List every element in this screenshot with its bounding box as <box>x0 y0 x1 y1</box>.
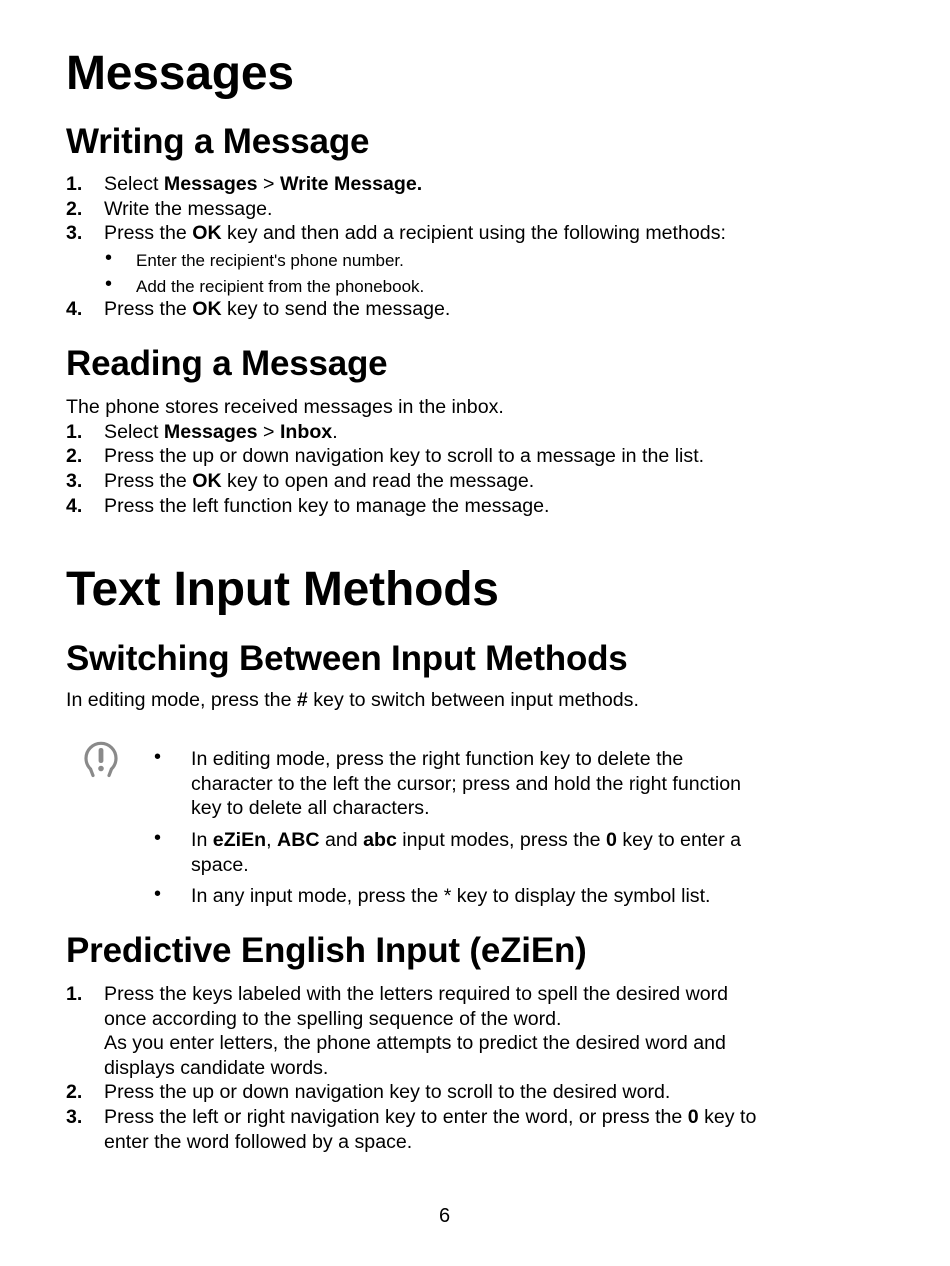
bold-text-run: OK <box>192 298 222 320</box>
bold-text-run: Messages <box>163 173 258 195</box>
heading-predictive-input: Predictive English Input (eZiEn) <box>66 931 587 970</box>
section-title-text-input: Text Input Methods <box>66 563 499 616</box>
recipient-method: Add the recipient from the phonebook. <box>136 277 425 296</box>
writing-step-3 <box>104 224 726 244</box>
text-run: key to open and read the message. <box>221 470 535 492</box>
section-title-messages: Messages <box>66 47 294 100</box>
note-line <box>191 799 430 819</box>
text-run: key to <box>698 1106 757 1128</box>
text-run: As you enter letters, the phone attempts to predict the desired word and <box>104 1032 726 1054</box>
step-number: 2. <box>66 198 83 220</box>
note-line <box>191 750 683 770</box>
text-run: In any input mode, press the * key to display the symbol list. <box>191 885 711 907</box>
text-run: Press the <box>104 222 193 244</box>
step-number: 4. <box>66 298 83 320</box>
predictive-step-line <box>104 1034 726 1054</box>
predictive-step-line <box>104 1059 328 1079</box>
text-run: Write the message. <box>104 198 273 220</box>
text-run: Press the up or down navigation key to scroll to the desired word. <box>104 1081 671 1103</box>
reading-step-2 <box>104 447 704 467</box>
predictive-step-line <box>104 1108 756 1128</box>
text-run: In editing mode, press the right function key to delete the <box>191 748 684 770</box>
reading-step-4 <box>104 497 549 517</box>
bold-text-run: Write Message. <box>279 173 423 195</box>
text-run: Select <box>104 421 164 443</box>
bullet-dot: • <box>105 247 113 269</box>
step-number: 4. <box>66 495 83 517</box>
bold-text-run: OK <box>192 222 222 244</box>
caution-icon <box>80 739 122 781</box>
text-run: Press the left function key to manage the message. <box>104 495 550 517</box>
text-run: key to send the message. <box>221 298 451 320</box>
text-run: displays candidate words. <box>104 1057 329 1079</box>
text-run: key to switch between input methods. <box>307 689 639 711</box>
step-number: 1. <box>66 173 83 195</box>
text-run: Press the left or right navigation key to enter the word, or press the <box>104 1106 688 1128</box>
step-number: 2. <box>66 1081 83 1103</box>
bold-text-run: 0 <box>605 829 617 851</box>
text-run: In <box>191 829 213 851</box>
text-run: key to enter a <box>616 829 742 851</box>
text-run: once according to the spelling sequence of the word. <box>104 1008 562 1030</box>
text-run: space. <box>191 854 249 876</box>
reading-step-1 <box>104 423 338 443</box>
text-run: Press the <box>104 298 193 320</box>
text-run: Press the up or down navigation key to scroll to a message in the list. <box>104 445 705 467</box>
bold-text-run: OK <box>192 470 222 492</box>
heading-writing-message: Writing a Message <box>66 122 370 161</box>
step-number: 3. <box>66 470 83 492</box>
step-number: 2. <box>66 445 83 467</box>
switching-intro <box>66 691 639 711</box>
step-number: 3. <box>66 1106 83 1128</box>
text-run: key to delete all characters. <box>191 797 430 819</box>
recipient-method: Enter the recipient's phone number. <box>136 251 404 270</box>
bullet-dot: • <box>105 273 113 295</box>
step-number: 1. <box>66 983 83 1005</box>
text-run: character to the left the cursor; press and hold the right function <box>191 773 742 795</box>
bold-text-run: 0 <box>687 1106 699 1128</box>
text-run: > <box>257 421 280 443</box>
note-bullet: • <box>154 883 162 905</box>
reading-intro: The phone stores received messages in the inbox. <box>66 396 504 418</box>
heading-switching-input: Switching Between Input Methods <box>66 639 628 678</box>
bold-text-run: Inbox <box>279 421 333 443</box>
text-run: , <box>266 829 278 851</box>
note-line <box>191 775 741 795</box>
text-run: In editing mode, press the <box>66 689 297 711</box>
bold-text-run: Messages <box>163 421 258 443</box>
reading-step-3 <box>104 472 534 492</box>
text-run: Press the keys labeled with the letters required to spell the desired word <box>104 983 729 1005</box>
text-run: enter the word followed by a space. <box>104 1131 413 1153</box>
predictive-step-line <box>104 985 728 1005</box>
predictive-step-line <box>104 1010 562 1030</box>
writing-step-4 <box>104 300 450 320</box>
text-run: key and then add a recipient using the following methods: <box>221 222 726 244</box>
note-bullet: • <box>154 746 162 768</box>
text-run: > <box>257 173 280 195</box>
predictive-step-line <box>104 1133 412 1153</box>
step-number: 3. <box>66 222 83 244</box>
text-run: Press the <box>104 470 193 492</box>
predictive-step-line <box>104 1083 670 1103</box>
note-bullet: • <box>154 827 162 849</box>
page-number: 6 <box>439 1205 451 1227</box>
note-line <box>191 831 741 851</box>
bold-text-run: eZiEn <box>212 829 267 851</box>
writing-step-1 <box>104 175 422 195</box>
writing-step-2 <box>104 200 272 220</box>
bold-text-run: ABC <box>277 829 320 851</box>
note-line <box>191 856 249 876</box>
bold-text-run: abc <box>363 829 397 851</box>
text-run: input modes, press the <box>396 829 606 851</box>
note-line <box>191 887 711 907</box>
text-run: . <box>332 421 338 443</box>
heading-reading-message: Reading a Message <box>66 344 388 383</box>
text-run: and <box>319 829 364 851</box>
step-number: 1. <box>66 421 83 443</box>
text-run: Select <box>104 173 164 195</box>
bold-text-run: # <box>296 689 308 711</box>
